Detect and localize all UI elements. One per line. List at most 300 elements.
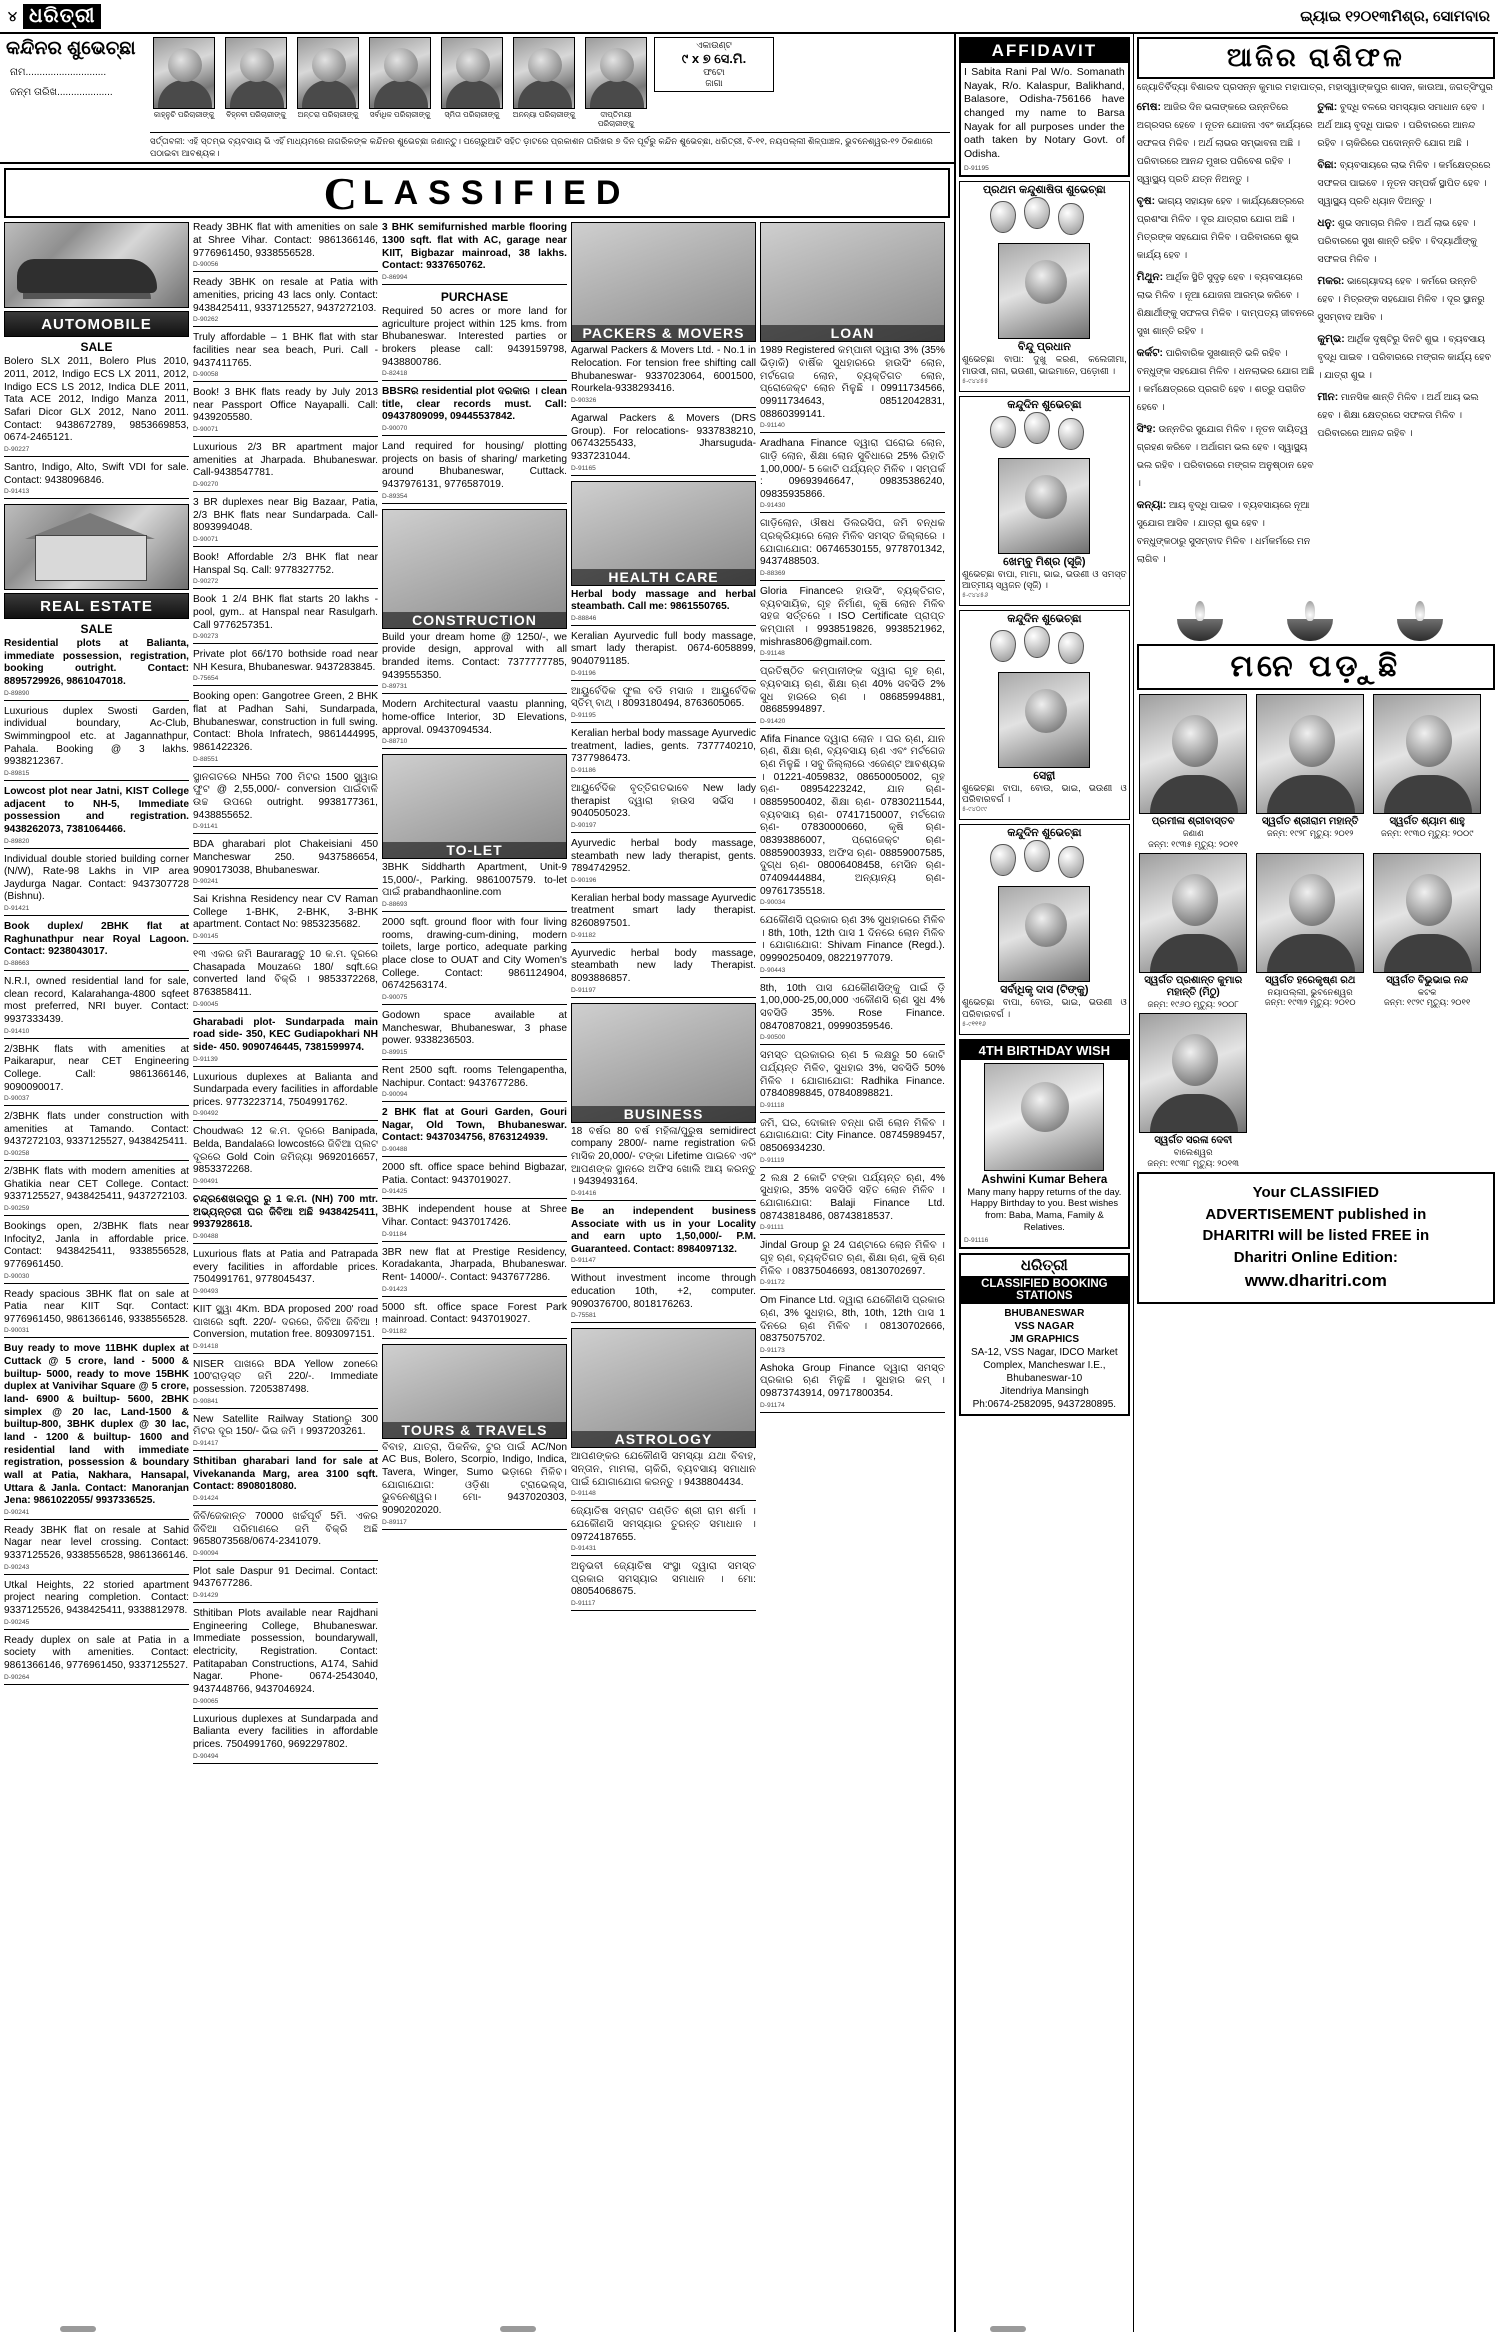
ad-divider bbox=[4, 1215, 189, 1216]
classified-ad bbox=[571, 589, 756, 626]
rasifala-column bbox=[1137, 97, 1315, 571]
ad-divider bbox=[193, 643, 378, 644]
rasifala-item bbox=[1137, 267, 1315, 339]
ad-divider bbox=[382, 1059, 567, 1060]
ad-divider bbox=[193, 1763, 378, 1764]
category-art-banner bbox=[571, 481, 756, 586]
ad-reference-code: D-90245 bbox=[4, 1618, 30, 1626]
ad-text: KIIT ସ୍କ୍ୱା 4Km. BDA proposed 200' road ପାଖରେ sqft. 220/- ଦରରେ, ଜିବିଆ ଜିବିଆ ! Conversion, mutation free. 8093097151. bbox=[193, 1303, 378, 1341]
rasifala-sign-name: ଧନୁ: bbox=[1317, 217, 1336, 230]
affidavit-box bbox=[959, 37, 1130, 177]
ad-reference-code: D-91186 bbox=[571, 766, 596, 774]
memorial-name: ସ୍ୱର୍ଗତ ସରଳା ଦେବୀ bbox=[1154, 1135, 1233, 1147]
ad-reference-code: D-90045 bbox=[193, 1000, 219, 1008]
wish-photo bbox=[998, 886, 1090, 982]
ad-divider bbox=[382, 1004, 567, 1005]
wish-header: କନ୍ଦୁଦିନ ଶୁଭେଚ୍ଛା bbox=[1007, 613, 1082, 626]
ad-divider bbox=[760, 1412, 945, 1413]
classified-column bbox=[193, 222, 378, 1768]
classified-ad bbox=[4, 706, 189, 781]
classified-ad bbox=[571, 948, 756, 998]
classified-ad bbox=[193, 442, 378, 492]
ad-divider bbox=[193, 271, 378, 272]
stations-header: CLASSIFIED BOOKING STATIONS bbox=[961, 1276, 1128, 1304]
classified-ad bbox=[4, 786, 189, 849]
ad-reference-code: D-88663 bbox=[4, 960, 30, 968]
classified-wordmark bbox=[4, 168, 950, 218]
classified-ad bbox=[760, 1240, 945, 1290]
rasifala-sign-name: ମେଷ: bbox=[1136, 101, 1162, 114]
memorial-photo bbox=[1256, 694, 1364, 814]
ad-divider bbox=[571, 680, 756, 681]
ad-divider bbox=[4, 1160, 189, 1161]
ad-reference-code: D-91119 bbox=[760, 1156, 785, 1164]
ad-text: Jindal Group ରୁ 24 ଘଣ୍ଟାରେ ଲୋନ ମିଳିବ । ଗୃହ ଋଣ, ବ୍ୟକ୍ତିଗତ ଋଣ, ଶିକ୍ଷା ଋଣ, କୃଷି ଋଣ ମିଳିବ । 08375046693, 08130702697. bbox=[760, 1240, 945, 1277]
ad-divider bbox=[382, 435, 567, 436]
birthday-photo bbox=[984, 1063, 1104, 1171]
wish-ref: ୫-୯୪୪୫୫ bbox=[962, 377, 989, 385]
ad-divider bbox=[382, 748, 567, 749]
ad-reference-code: D-89117 bbox=[382, 1518, 407, 1526]
greeting-kid bbox=[294, 37, 362, 120]
birthday-name: Ashwini Kumar Behera bbox=[981, 1173, 1108, 1186]
classified-ad bbox=[760, 438, 945, 513]
ad-reference-code: D-91410 bbox=[4, 1027, 30, 1035]
ad-text: Aradhana Finance ଦ୍ୱାରା ଘରୋଇ ଲୋନ, ଗାଡ଼ି ଲୋନ, ଶିକ୍ଷା ଲୋନ ସୁବିଧାରେ 25% ରିହାତି 1,00,000/- 5 କୋଟି ପର୍ଯ୍ୟନ୍ତ ମିଳିବ । ସମ୍ପର୍କ : 09693946647, 09835386240, 09835935866. bbox=[760, 438, 945, 500]
greeting-name-field[interactable]: ନାମ............................. bbox=[10, 67, 107, 78]
ad-text: Sai Krishna Residency near CV Raman College 1-BHK, 2-BHK, 3-BHK apartment. Contact No: 9853235682. bbox=[193, 894, 378, 931]
kid-name: ବିହ୍ନବୀ ପରିଚାରୀଙ୍କୁ bbox=[226, 110, 286, 119]
stations-city: BHUBANESWAR bbox=[1004, 1307, 1085, 1319]
classified-ad bbox=[193, 1566, 378, 1603]
ad-divider bbox=[4, 700, 189, 701]
category-banner-label: PACKERS & MOVERS bbox=[572, 325, 755, 341]
ad-reference-code: D-90272 bbox=[193, 578, 219, 586]
ad-divider bbox=[382, 693, 567, 694]
ad-reference-code: D-91431 bbox=[571, 1545, 597, 1553]
classified-ad bbox=[193, 497, 378, 547]
wish-name: ବିନ୍ଦୁ ପ୍ରଧାନ bbox=[1017, 341, 1071, 354]
ad-divider bbox=[571, 942, 756, 943]
classified-ad bbox=[4, 976, 189, 1039]
ad-divider bbox=[4, 970, 189, 971]
ad-reference-code: D-90071 bbox=[193, 535, 219, 543]
classified-ad bbox=[4, 854, 189, 917]
rasifala-sign-name: ମକର: bbox=[1317, 275, 1345, 288]
rasifala-column bbox=[1317, 97, 1495, 571]
category-art-banner bbox=[571, 1003, 756, 1123]
birthday-greeting-band bbox=[0, 34, 955, 164]
ad-divider bbox=[382, 911, 567, 912]
kid-name: କାହ୍ନୁଚି ପରିଚାରୀଙ୍କୁ bbox=[153, 110, 215, 119]
wish-name: ଖେମ୍ବୁ ମିଶ୍ର (ସୂଜି) bbox=[1003, 555, 1086, 568]
ad-text: ଯେକୌଣସି ପ୍ରକାର ଋଣ 3% ସୁଧହାରରେ ମିଳିବ । 8th, 10th, 12th ପାସ 1 ଦିନରେ ଲୋନ ମିଳିବ । ଯୋଗାଯୋଗ: Shivam Finance (Regd.). 09990250409, 08221977079. bbox=[760, 915, 945, 965]
ad-reference-code: D-91165 bbox=[571, 464, 596, 472]
ad-divider bbox=[382, 503, 567, 504]
diya-decoration bbox=[1137, 571, 1495, 641]
ad-reference-code: D-90031 bbox=[4, 1327, 30, 1335]
classified-ad bbox=[571, 728, 756, 778]
online-edition-promo bbox=[1137, 1172, 1495, 1304]
ad-divider bbox=[193, 1188, 378, 1189]
ad-divider bbox=[193, 766, 378, 767]
classified-ad bbox=[760, 1118, 945, 1168]
stations-person: Jitendriya Mansingh bbox=[999, 1385, 1089, 1397]
ad-reference-code: D-90094 bbox=[193, 1549, 219, 1557]
promo-line-1: Your CLASSIFIED bbox=[1252, 1183, 1380, 1201]
memorial-photo bbox=[1373, 694, 1481, 814]
ad-divider bbox=[571, 1500, 756, 1501]
ad-reference-code: D-86994 bbox=[382, 274, 408, 281]
ad-divider bbox=[382, 380, 567, 381]
ad-text: Keralian Ayurvedic full body massage, smart lady therapist. 0674-6058899, 9040791185. bbox=[571, 630, 756, 668]
ad-text: ଚନ୍ଦ୍ରଶେଖରପୁର ରୁ 1 କ.ମ. (NH) 700 mtr. ଅଭ୍ୟନ୍ତରୀ ଘର ଜିବିଆ ଅଛି 9438425411, 9937928618. bbox=[193, 1194, 378, 1231]
ad-reference-code: D-90145 bbox=[193, 933, 219, 941]
classified-ad bbox=[382, 1162, 567, 1199]
ad-divider bbox=[4, 1105, 189, 1106]
greeting-terms: ସର୍ତ୍ତାବଳୀ: ଏହି ସ୍ତମ୍ଭ ବ୍ୟବସାୟ ଭି ଏହିଁ ମାଧ୍ୟମରେ ନାଗରିକଙ୍କ କନ୍ଦିନର ଶୁଭେଚ୍ଛା ଜଣାନ୍ତୁ। ପଚୋରୁଆଟି ସହିତ ଡ଼ାଟରେ ପ୍ରକାଶନ ତାରିଖର ୭ ଦିନ ପୂର୍ବରୁ କନ୍ଦିନ ଶୁଭେଚ୍ଛା, ଧରିତ୍ରୀ, ବି-୧୧, ନୟପଲ୍ଲୀ ଶିଳ୍ପାଞ୍ଚଳ, ଭୁବନେଶ୍ୱର-୧୨ ଠିକଣାରେ ପଠାଇବା ଆବଶ୍ୟକ। bbox=[150, 132, 950, 159]
rasifala-item bbox=[1317, 155, 1495, 209]
ad-reference-code: D-90094 bbox=[382, 1091, 408, 1099]
classified-ad bbox=[382, 862, 567, 912]
ad-divider bbox=[193, 1560, 378, 1561]
ad-divider bbox=[382, 1241, 567, 1242]
stations-phone[interactable]: Ph:0674-2582095, 9437280895. bbox=[972, 1398, 1117, 1410]
ad-text: 18 ବର୍ଷର 80 ବର୍ଷ ମହିଳା/ପୁରୁଷ semidirect company 2800/- name registration କରି ମାସିକ 20,000/- ଟଙ୍କା Lifetime ପାଇବେ ଏବଂ ଆପଣଙ୍କ ସ୍ଥାନରେ ଅଫିସ ଖୋଲି ଆୟ କରନ୍ତୁ । 9439493164. bbox=[571, 1125, 756, 1188]
memorial-photo bbox=[1139, 1013, 1247, 1133]
features-column bbox=[1134, 34, 1498, 2332]
classified-ad bbox=[760, 666, 945, 729]
classified-ad bbox=[4, 1343, 189, 1519]
ad-reference-code: D-91421 bbox=[4, 905, 30, 913]
ad-text: 2/3BHK flats with modern amenities at Ghatikia near CET College. Contact: 9337125527, 9438425411, 9437272103. bbox=[4, 1166, 189, 1203]
classified-ad bbox=[4, 638, 189, 701]
balloon-icon bbox=[962, 626, 1127, 670]
ad-reference-code: D-90494 bbox=[193, 1752, 219, 1760]
ad-reference-code: D-90070 bbox=[382, 425, 408, 433]
ad-text: Booking open: Gangotree Green, 2 BHK flat at Padhan Sahi, Sundarpada, Bhubaneswar, construction in full swing. Contact: Bhola Infratech, 9861444995, 9861422326. bbox=[193, 691, 378, 754]
memorial-subtitle: କଟକ bbox=[1417, 986, 1437, 997]
ad-divider bbox=[571, 407, 756, 408]
affidavit-text: I Sabita Rani Pal W/o. Somanath Nayak, R/o. Kalaspur, Balikhand, Balasore, Odisha-756166 have changed my name to Barsa Nayak for all purposes under the oath taken by Notary Govt. of Odisha. bbox=[964, 66, 1125, 160]
ad-text: Buy ready to move 11BHK duplex at Cuttack @ 5 crore, land - 5000 & builtup- 5000, ready to move 15BHK duplex at Vanivihar Square @ 5 crore, land- 6900 & builtup- 5600, 2BHK simplex @ 20 lac, Land-1500 & builtup-800, 3BHK duplex @ 30 lac, land - 1200 & builtup- 1600 and residential land with immediate registration, possession & boundary wall at Patia, Nakhara, Hansapal, Uttara & Janla. Contact: Manoranjan Jena: 9861022055/ 9937336525. bbox=[4, 1343, 189, 1507]
ad-text: Herbal body massage and herbal steambath. Call me: 9861550765. bbox=[571, 588, 756, 613]
birthday-wish-card bbox=[959, 396, 1130, 606]
classified-ad bbox=[382, 1442, 567, 1530]
ad-reference-code: D-91195 bbox=[571, 712, 596, 720]
rasifala-item bbox=[1137, 343, 1315, 415]
ad-divider bbox=[382, 1529, 567, 1530]
ad-text: ଆୟୁର୍ବେଦିକ ଫୁଲ ବଡି ମସାଜ । ଆୟୁର୍ବେଦିକ ସ୍ତିମ୍ ବାଥ୍ । 8093180494, 8763605065. bbox=[571, 685, 756, 710]
ad-divider bbox=[571, 997, 756, 998]
ad-divider bbox=[193, 1505, 378, 1506]
ad-text: Utkal Heights, 22 storied apartment project nearing completion. Contact: 9337125526, 9438425411, 9338812978. bbox=[4, 1579, 189, 1616]
ad-reference-code: D-89354 bbox=[382, 492, 408, 500]
classified-ad bbox=[760, 345, 945, 433]
issue-date: ଇ୍ୟାଇ ୧୨୦୧୩ମିଶ୍ର, ସୋମବାର bbox=[1300, 7, 1490, 25]
ad-divider bbox=[193, 436, 378, 437]
rasifala-sign-name: ବିଛା: bbox=[1317, 159, 1338, 172]
photo-placeholder-box bbox=[654, 37, 774, 92]
memorial-subtitle: ନୟାପଲ୍ଲୀ, ଭୁବନେଶ୍ୱର bbox=[1267, 986, 1353, 997]
memorial-photo bbox=[1373, 853, 1481, 973]
memorial-card bbox=[1137, 853, 1250, 1009]
rasifala-item bbox=[1317, 213, 1495, 267]
ad-reference-code: D-91141 bbox=[193, 823, 218, 831]
ad-reference-code: D-89890 bbox=[4, 689, 30, 697]
wish-ref: ୫-୯୧୧୧୬ bbox=[962, 1020, 987, 1028]
classified-ad bbox=[571, 413, 756, 476]
ad-divider bbox=[760, 1234, 945, 1235]
ad-text: Required 50 acres or more land for agriculture project within 125 kms. from Bhubaneswar. Interested parties or brokers please call: 9439159798, 9438800786. bbox=[382, 306, 567, 368]
ad-text: Land required for housing/ plotting projects on basis of sharing/ marketing around Bhubaneswar, Cuttack. 9437976131, 9776587019. bbox=[382, 441, 567, 491]
kid-photo bbox=[297, 37, 359, 109]
ad-divider bbox=[760, 909, 945, 910]
rasifala-byline: ଜ୍ୟୋତିର୍ବିଦ୍ୟା ବିଶାରଦ ପ୍ରସନ୍ନ କୁମାର ମହାପାତ୍ର, ମହାସ୍ୱାଙ୍କପୁର ଶାସନ, କାଉଆ, ଜଗତ୍ସିଂପୁର bbox=[1136, 82, 1493, 93]
classified-ad bbox=[571, 1561, 756, 1611]
ad-reference-code: D-91148 bbox=[571, 1490, 596, 1498]
classified-ad bbox=[382, 1302, 567, 1339]
classified-ad bbox=[760, 586, 945, 661]
booking-stations-box bbox=[959, 1253, 1130, 1416]
ad-text: Plot sale Daspur 91 Decimal. Contact: 9437677286. bbox=[193, 1565, 378, 1590]
ad-text: Lowcost plot near Jatni, KIST College adjacent to NH-5, Immediate possession and registration. 9438262073, 7381064466. bbox=[4, 785, 189, 835]
classified-ad bbox=[760, 1295, 945, 1358]
kid-photo bbox=[225, 37, 287, 109]
wish-detail: ଶୁଭେଚ୍ଛା ବାପା, ମାମା, ଭାଇ, ଭଉଣୀ ଓ ସମସ୍ତ ଆତ୍ମୀୟ ସ୍ୱଜନ (ସୂଜି) । bbox=[962, 568, 1127, 590]
rasifala-item bbox=[1137, 495, 1315, 567]
classified-ad bbox=[193, 277, 378, 327]
birthday-wish-card bbox=[959, 181, 1130, 391]
ad-reference-code: D-75581 bbox=[571, 1312, 597, 1320]
ad-reference-code: D-90262 bbox=[193, 316, 219, 324]
ad-divider bbox=[193, 1298, 378, 1299]
classified-ad bbox=[382, 1204, 567, 1241]
ad-text: Ashoka Group Finance ଦ୍ୱାରା ସମସ୍ତ ପ୍ରକାର ଋଣ ମିଳୁଛି । ସୁଧହାର କମ୍ । 09873743914, 09717800354. bbox=[760, 1362, 945, 1400]
classified-ad bbox=[193, 1194, 378, 1244]
ad-text: 3BR new flat at Prestige Residency, Koradakanta, Jharpada, Bhubaneswar. Rent- 14000/-. Contact: 9437677286. bbox=[382, 1246, 567, 1283]
ad-text: 2/3BHK flats with amenities at Paikarapur, near CET Engineering College. Call: 9861366146, 9090090017. bbox=[4, 1043, 189, 1093]
ad-divider bbox=[760, 977, 945, 978]
classified-ad bbox=[571, 1206, 756, 1269]
classified-ad bbox=[193, 1456, 378, 1506]
classified-ad bbox=[4, 1221, 189, 1284]
ad-text: Individual double storied building corner (N/W), Rate-98 Lakhs in VIP area Jaydurga Nagar. Contact: 9437307728 (Bishnu). bbox=[4, 853, 189, 903]
rasifala-item bbox=[1317, 271, 1495, 325]
classified-ad bbox=[4, 1166, 189, 1216]
classified-section bbox=[0, 34, 955, 2332]
ad-reference-code: D-90270 bbox=[193, 481, 219, 489]
ad-text: Modern Architectural vaastu planning, home-office Interior, 3D Elevations, approval. 09437094534. bbox=[382, 699, 567, 736]
memorial-card bbox=[1137, 694, 1250, 849]
rasifala-sign-text: ପାରିବାରିକ ସୁଖଶାନ୍ତି ଭଳି ରହିବ । ବନ୍ଧୁଙ୍କ ସହଯୋଗ ମିଳିବ । ଧନଲାଭର ଯୋଗ ଅଛି । କର୍ମକ୍ଷେତ୍ରରେ ପ୍ରଗତି ହେବ । ଶତ୍ରୁ ପରାଜିତ ହେବେ । bbox=[1136, 347, 1315, 413]
ad-text: Bolero SLX 2011, Bolero Plus 2010, 2011, 2012, Indigo ECS LX 2011, 2012, Indigo ECS LS 2012, Indica DLE 2011, Tata ACE 2012, Indigo Manza 2011, Safari Dicor GLX 2012, Nano 2011. Contact: 9438672789, 9853669853, 0674-2465121. bbox=[4, 356, 189, 444]
ad-reference-code: D-90030 bbox=[4, 1272, 30, 1280]
category-photo bbox=[4, 504, 189, 590]
kid-photo bbox=[369, 37, 431, 109]
ad-text: Be an independent business Associate with us in your Locality and earn upto 1,50,000/- P.M. Guaranteed. Contact: 8984097132. bbox=[571, 1205, 756, 1255]
greeting-title: କନ୍ଦିନର ଶୁଭେଚ୍ଛା bbox=[6, 38, 136, 59]
ad-reference-code: D-91417 bbox=[193, 1440, 219, 1447]
greeting-kid bbox=[150, 37, 218, 120]
rasifala-sign-name: କୁମ୍ଭ: bbox=[1317, 333, 1345, 346]
ad-text: Ready 3BHK flat with amenities on sale at Shree Vihar. Contact: 9861366146, 9776961450, 9338556528. bbox=[193, 222, 378, 259]
category-banner-label: LOAN bbox=[761, 325, 944, 341]
rasifala-grid bbox=[1137, 97, 1495, 571]
classified-ad bbox=[193, 1414, 378, 1451]
classified-ad bbox=[571, 345, 756, 408]
page-body bbox=[0, 34, 1498, 2332]
ad-divider bbox=[760, 1044, 945, 1045]
ad-reference-code: D-82418 bbox=[382, 370, 408, 378]
ad-reference-code: D-91148 bbox=[760, 650, 785, 658]
ad-divider bbox=[193, 1120, 378, 1121]
wish-header: କନ୍ଦୁଦିନ ଶୁଭେଚ୍ଛା bbox=[1007, 398, 1082, 411]
ad-divider bbox=[193, 588, 378, 589]
rasifala-sign-text: ଉନ୍ନତିର ସୁଯୋଗ ମିଳିବ । ନୂତନ ଦାୟିତ୍ୱ ଗ୍ରହଣ କରିବେ । ଅର୍ଥାଗମ ଭଲ ହେବ । ସ୍ୱାସ୍ଥ୍ୟ ଭଲ ରହିବ । ପରିବାରରେ ମଙ୍ଗଳ ଅନୁଷ୍ଠାନ ହେବ । bbox=[1136, 423, 1314, 489]
rasifala-sign-text: ଭାଗ୍ୟ ସହାୟକ ହେବ । କାର୍ଯ୍ୟକ୍ଷେତ୍ରରେ ପ୍ରଶଂସା ମିଳିବ । ଦୂର ଯାତ୍ରାର ଯୋଗ ଅଛି । ମିତ୍ରଙ୍କ ସହଯୋଗ ମିଳିବ । ପରିବାରରେ ଶୁଭ କାର୍ଯ୍ୟ ହେବ । bbox=[1136, 195, 1304, 261]
ad-text: Book duplex/ 2BHK flat at Raghunathpur near Royal Lagoon. Contact: 9238043017. bbox=[4, 921, 189, 958]
ad-reference-code: D-91413 bbox=[4, 488, 30, 496]
ad-text: ଆୟୁର୍ବେଦିକ ବୃତ୍ତିଗତଭାବେ New lady therapist ଦ୍ୱାରା ହାଉସ ସର୍ଭିସ । 9040505023. bbox=[571, 782, 756, 820]
stamp-line-4: ଜାଗା bbox=[705, 78, 723, 88]
ad-reference-code: D-91196 bbox=[571, 669, 596, 677]
rasifala-item bbox=[1317, 329, 1495, 383]
memorial-subtitle: ବାଲେଶ୍ୱର bbox=[1173, 1147, 1213, 1158]
classified-ad bbox=[193, 1608, 378, 1708]
ad-divider bbox=[193, 381, 378, 382]
memorial-name: ପ୍ରମୀଳା ଶ୍ରୀବାସ୍ତବ bbox=[1151, 816, 1235, 828]
ad-reference-code: D-90075 bbox=[382, 993, 408, 1001]
wish-detail: ଶୁଭେଚ୍ଛା ବାପା: ଦୁଖୁ କରଣ, କଲେଜୀମା, ମାଉସୀ, ନାନା, ଭଉଣୀ, ଭାଇମାନେ, ପଡ଼ୋଶୀ । bbox=[962, 354, 1127, 376]
ad-divider bbox=[382, 1198, 567, 1199]
ad-reference-code: D-88369 bbox=[760, 570, 786, 578]
ad-divider bbox=[193, 1243, 378, 1244]
classified-column bbox=[571, 222, 756, 1768]
ad-divider bbox=[4, 1283, 189, 1284]
classified-ad bbox=[193, 1511, 378, 1561]
classified-ad bbox=[193, 1249, 378, 1299]
category-subheading: PURCHASE bbox=[440, 290, 509, 304]
ad-divider bbox=[760, 432, 945, 433]
rasifala-sign-text: ଶୁଭ ସମାଚାର ମିଳିବ । ଅର୍ଥ ଲାଭ ହେବ । ପରିବାରରେ ସୁଖ ଶାନ୍ତି ରହିବ । ବିଦ୍ୟାର୍ଥୀଙ୍କୁ ସଫଳତା ମିଳିବ । bbox=[1317, 217, 1477, 265]
kid-name: ସର୍ବାଧିକ ପରିଚାରୀଙ୍କୁ bbox=[369, 110, 431, 119]
rasifala-sign-name: କର୍କଟ: bbox=[1136, 347, 1163, 360]
ad-text: Private plot 66/170 bothside road near NH Kesura, Bhubaneswar. 9437283845. bbox=[193, 649, 378, 673]
ad-reference-code: D-89915 bbox=[382, 1048, 408, 1056]
ad-reference-code: D-90492 bbox=[193, 1110, 219, 1118]
ad-text: Residential plots at Balianta, immediate possession, registration, booking outright. Contact: 8895729926, 9861047018. bbox=[4, 638, 189, 688]
classified-ad bbox=[760, 1173, 945, 1236]
ad-reference-code: D-91182 bbox=[571, 931, 596, 939]
greeting-dob-field[interactable]: ଜନ୍ମ ତାରିଖ.................... bbox=[10, 87, 113, 98]
classified-ad bbox=[382, 306, 567, 381]
stations-logo: ଧରିତ୍ରୀ bbox=[1020, 1256, 1068, 1274]
classified-ad bbox=[571, 1126, 756, 1201]
ad-reference-code: D-91174 bbox=[760, 1401, 785, 1409]
ad-reference-code: D-91425 bbox=[382, 1188, 408, 1196]
memorial-name: ସ୍ୱର୍ଗତ ହରେକୃଷ୍ଣ ରଥ bbox=[1265, 974, 1356, 986]
balloon-icon bbox=[962, 197, 1127, 241]
memorial-card bbox=[1254, 853, 1367, 1009]
ad-reference-code: D-90197 bbox=[571, 821, 597, 829]
ad-text: Agarwal Packers & Movers Ltd. - No.1 in Relocation. For tension free shifting call Bhubaneswar- 9337023064, 6001500, Rourkela-9338293416. bbox=[571, 345, 756, 395]
publication-logo: ଧରିତ୍ରୀ bbox=[23, 4, 101, 29]
rasifala-title: ଆଜିର ରାଶିଫଳ bbox=[1137, 37, 1495, 79]
ad-reference-code: D-88693 bbox=[382, 901, 408, 909]
promo-line-2: ADVERTISEMENT published in bbox=[1205, 1205, 1427, 1223]
promo-url[interactable]: www.dharitri.com bbox=[1244, 1270, 1387, 1290]
rasifala-sign-text: ଭାଗ୍ୟୋଦୟ ହେବ । କର୍ମରେ ଉନ୍ନତି ହେବ । ମିତ୍ରଙ୍କ ସହଯୋଗ ମିଳିବ । ଦୂର ସ୍ଥାନରୁ ସୁସମ୍ବାଦ ଆସିବ । bbox=[1317, 275, 1485, 323]
ad-divider bbox=[193, 1450, 378, 1451]
ad-divider bbox=[4, 780, 189, 781]
ad-text: Keralian herbal body massage Ayurvedic treatment smart lady therapist. 8260897501. bbox=[571, 892, 756, 930]
rasifala-sign-name: ମିଥୁନ: bbox=[1136, 271, 1164, 284]
ad-reference-code: D-91430 bbox=[760, 502, 786, 510]
memorial-dates: ଜନ୍ମ: ୧୯୨୯ ମୃତ୍ୟୁ: ୨୦୧୧ bbox=[1383, 997, 1471, 1008]
memorial-name: ସ୍ୱର୍ଗତ ଶ୍ୟାମ ଶାହୁ bbox=[1389, 816, 1465, 828]
ad-text: 2000 sqft. ground floor with four living rooms, drawing-cum-dining, modern toilets, large portico, adequate parking place close to OUAT and City Women's College. Contact: 9861124904, 06742563174. bbox=[382, 917, 567, 992]
ad-text: 3BHK independent house at Shree Vihar. Contact: 9437017426. bbox=[382, 1204, 567, 1228]
ad-divider bbox=[571, 722, 756, 723]
ad-text: Rent 2500 sqft. rooms Telengapentha, Nachipur. Contact: 9437677286. bbox=[382, 1064, 567, 1089]
ad-text: Without investment income through education 10th, +2, computer. 9090376700, 8018176263. bbox=[571, 1273, 756, 1310]
ad-reference-code: D-90034 bbox=[760, 899, 786, 907]
ad-text: Keralian herbal body massage Ayurvedic treatment, ladies, gents. 7377740210, 7377986473. bbox=[571, 728, 756, 765]
ad-divider bbox=[760, 660, 945, 661]
classified-ad bbox=[4, 1044, 189, 1107]
ad-text: 3 BHK semifurnished marble flooring 1300 sqft. flat with AC, garage near KIIT, Bigbazar mainroad, 38 lakhs. Contact: 9337650762. bbox=[382, 222, 567, 272]
ad-reference-code: D-90241 bbox=[193, 878, 219, 886]
classified-columns bbox=[0, 222, 954, 1772]
balloon-icon bbox=[962, 412, 1127, 456]
ad-reference-code: D-90227 bbox=[4, 445, 30, 453]
ad-reference-code: D-89815 bbox=[4, 769, 30, 777]
kid-photo bbox=[441, 37, 503, 109]
ad-text: 2 ଲକ୍ଷ 2 କୋଟି ଟଙ୍କା ପର୍ଯ୍ୟନ୍ତ ଋଣ, 4% ସୁଧହାର, 35% ସବସିଡି ସହିତ ଲୋନ ମିଳିବ । ଯୋଗାଯୋଗ: Balaji Finance Ltd. 08743818486, 08743818537. bbox=[760, 1172, 945, 1222]
ad-reference-code: D-88551 bbox=[193, 755, 219, 763]
ad-text: Ready duplex on sale at Patia in a society with amenities. Contact: 9861366146, 9776961450, 9337125527. bbox=[4, 1634, 189, 1671]
category-banner: AUTOMOBILE bbox=[4, 311, 189, 337]
ad-reference-code: D-91140 bbox=[760, 422, 785, 430]
stations-address: SA-12, VSS Nagar, IDCO Market Complex, Mancheswar I.E., Bhubaneswar-10 bbox=[970, 1346, 1118, 1384]
ad-reference-code: D-91423 bbox=[382, 1285, 408, 1293]
rasifala-sign-text: ଆର୍ଥିକ ଦୃଷ୍ଟିରୁ ଦିନଟି ଶୁଭ । ବ୍ୟବସାୟ ବୃଦ୍ଧି ପାଇବ । ପରିବାରରେ ମଙ୍ଗଳ କାର୍ଯ୍ୟ ହେବ । ଯାତ୍ରା ଶୁଭ । bbox=[1317, 333, 1491, 381]
memorial-card bbox=[1371, 853, 1484, 1009]
ad-text: Godown space available at Mancheswar, Bhubaneswar, 3 phase power. 9338236503. bbox=[382, 1009, 567, 1047]
ad-reference-code: D-91139 bbox=[193, 1055, 218, 1063]
classified-ad bbox=[4, 1580, 189, 1630]
classified-ad bbox=[760, 734, 945, 910]
balloon-icon bbox=[962, 840, 1127, 884]
ad-reference-code: D-89731 bbox=[382, 683, 408, 691]
ad-reference-code: D-90056 bbox=[193, 261, 219, 269]
classified-ad bbox=[382, 386, 567, 436]
ad-text: N.R.I, owned residential land for sale, clean record, Kalarahanga-4800 sqfeet most preferred, NRI buyer. Contact: 9937333439. bbox=[4, 976, 189, 1025]
ad-reference-code: D-91173 bbox=[760, 1346, 785, 1354]
ad-text: Sthitiban gharabari land for sale at Vivekananda Marg, area 3100 sqft. Contact: 8908018080. bbox=[193, 1456, 378, 1493]
ad-divider bbox=[4, 1684, 189, 1685]
classified-column bbox=[382, 222, 567, 1768]
classified-initial: C bbox=[323, 167, 357, 219]
ad-divider bbox=[193, 1408, 378, 1409]
ad-text: 2/3BHK flats under construction with amenities at Tamando. Contact: 9437272103, 9337125527, 9438425411. bbox=[4, 1111, 189, 1148]
classified-ad bbox=[4, 462, 189, 499]
classified-ad bbox=[571, 1451, 756, 1501]
classified-ad bbox=[760, 983, 945, 1046]
ad-text: ପ୍ରତିଷ୍ଠିତ କମ୍ପାନୀଙ୍କ ଦ୍ୱାରା ଗୃହ ଋଣ, ବ୍ୟବସାୟ ଋଣ, ଶିକ୍ଷା ଋଣ 40% ସବସିଡି 2% ସୁଧ ହାରରେ ଋଣ । 08685994881, 08685994897. bbox=[760, 666, 945, 716]
category-subheading: SALE bbox=[80, 340, 113, 355]
